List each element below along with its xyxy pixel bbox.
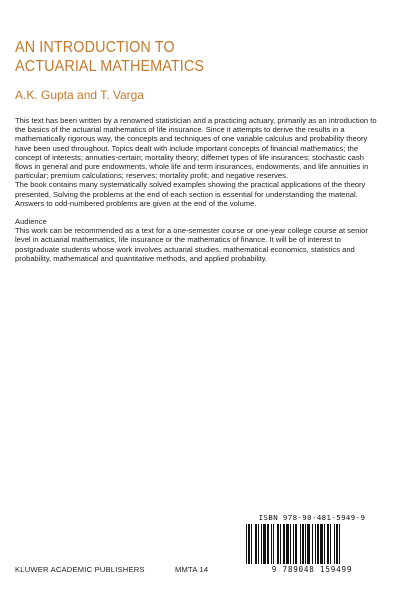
book-description xyxy=(15,116,383,263)
isbn-label: ISBN 978-90-481-5949-9 xyxy=(258,513,366,522)
book-title xyxy=(15,38,204,76)
audience-text: This work can be recommended as a text for a one-semester course or one-year college course at senior level in actuarial mathematics, life insurance or the mathematics of finance. It will be of interest to postgraduate students whose work involves actuarial studies, mathematical economics, statistics and probability, mathematical and quantitative methods, and applied probability. xyxy=(15,226,368,263)
barcode-number: 9 789048 159499 xyxy=(271,565,353,574)
audience-heading: Audience xyxy=(15,217,47,227)
book-authors: A.K. Gupta and T. Varga xyxy=(15,88,144,102)
description-paragraph-1: This text has been written by a renowned statistician and a practicing actuary, primarily as an introduction to the basics of the actuarial mathematics of life insurance. Since it attempts to derive the results in a mathematically rigorous way, the concepts and techniques of one variable calculus and probability theory have been used throughout. Topics dealt with include important concepts of financial mathematics; the concept of interests; annuities-certain; mortality theory; differnet types of life insurances; stochastic cash flows in general and pure endowments, whole life and term insurances, endowments, and life annuities in particular; premium calculations; reserves; mortality profit; and negative reserves. xyxy=(15,116,377,181)
isbn-barcode xyxy=(244,513,380,574)
book-title-line-2: ACTUARIAL MATHEMATICS xyxy=(15,58,205,75)
barcode-bars xyxy=(244,524,380,564)
series-code: MMTA 14 xyxy=(175,565,209,574)
publisher-name: KLUWER ACADEMIC PUBLISHERS xyxy=(15,565,145,574)
book-title-line-1: AN INTRODUCTION TO xyxy=(15,39,175,56)
description-paragraph-2: The book contains many systematically solved examples showing the practical applications of the theory presented. Solving the problems at the end of each section is essential for understanding the material. Answers to odd-numbered problems are given at the end of the volume. xyxy=(15,180,366,208)
